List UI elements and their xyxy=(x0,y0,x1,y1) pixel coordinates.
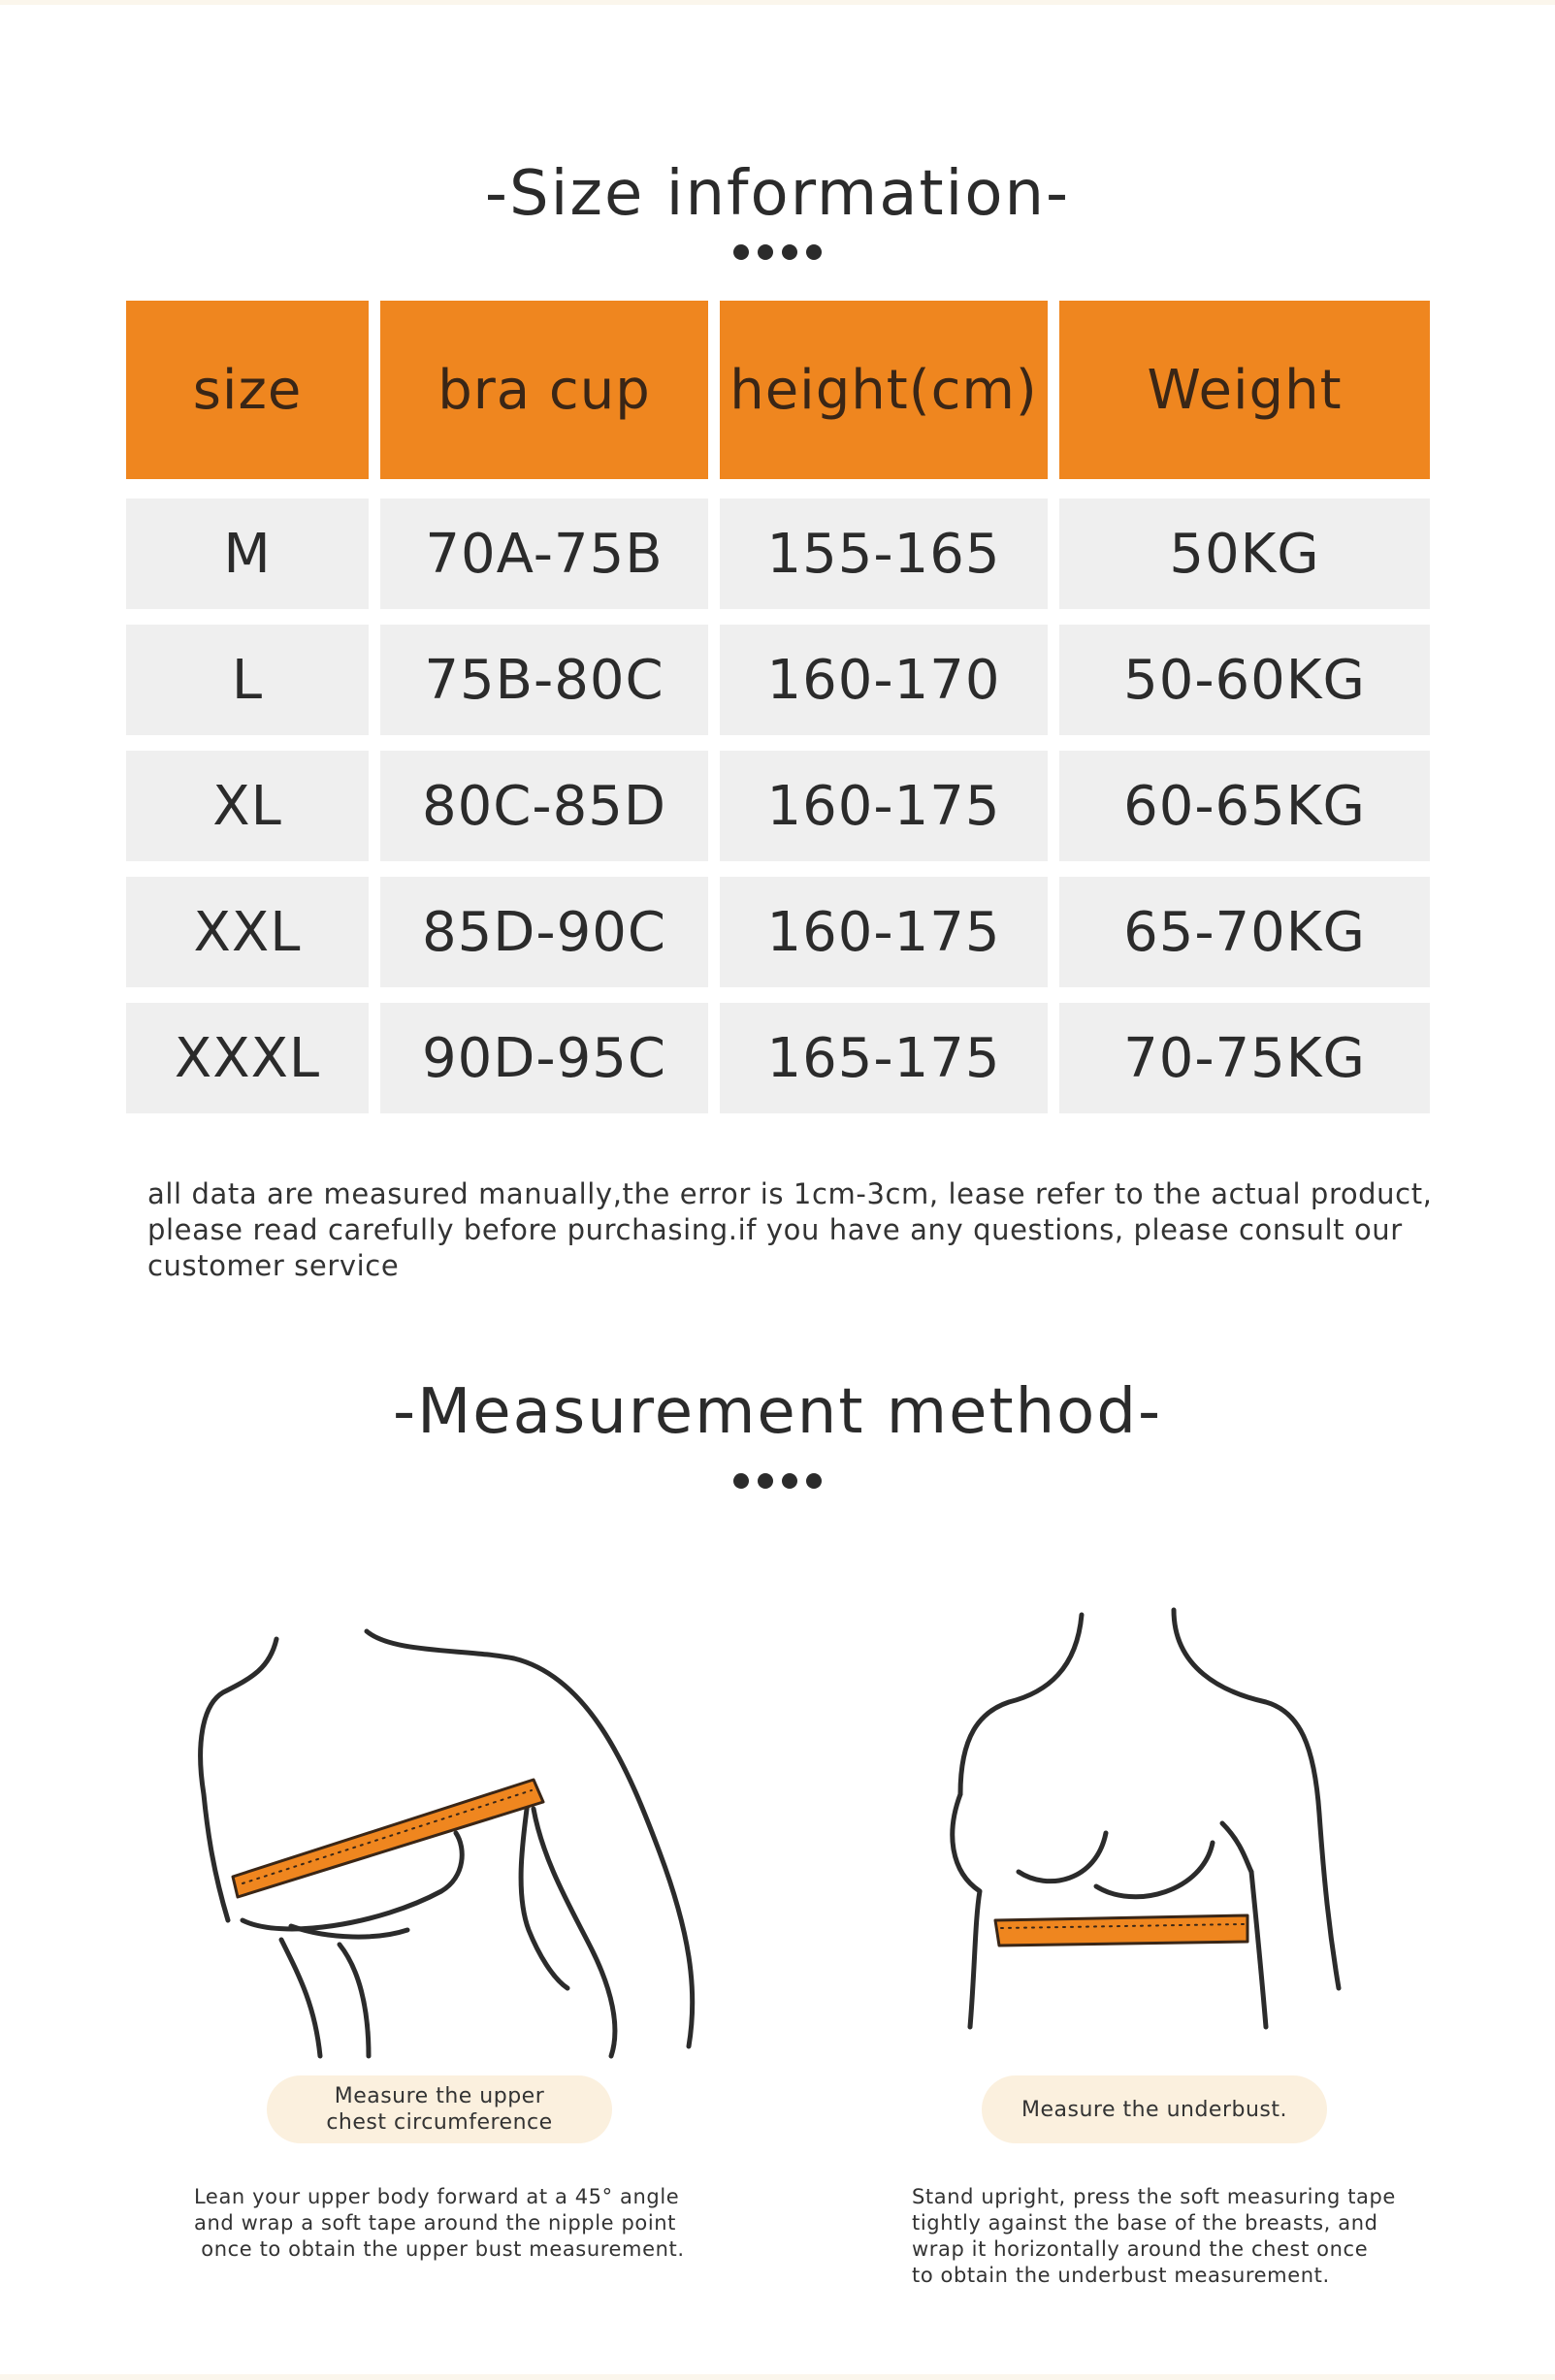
measurement-title: -Measurement method- xyxy=(392,1376,1163,1448)
header-size: size xyxy=(126,301,369,479)
title-dots xyxy=(0,244,1555,260)
under-desc-line1: Stand upright, press the soft measuring tape xyxy=(912,2185,1396,2208)
top-strip xyxy=(0,0,1555,5)
row-xxxl-height: 165-175 xyxy=(720,1003,1048,1113)
bottom-strip xyxy=(0,2374,1555,2380)
underbust-tape xyxy=(995,1915,1247,1946)
row-xxxl-weight: 70-75KG xyxy=(1059,1003,1430,1113)
underbust-label: Measure the underbust. xyxy=(982,2075,1327,2143)
measuring-tape xyxy=(233,1780,543,1897)
measurement-note: all data are measured manually,the error is 1cm-3cm, lease refer to the actual product, please read carefully before purchasing.if you have any questions, please consult our customer service xyxy=(147,1177,1433,1282)
upper-chest-label-line1: Measure the upper xyxy=(334,2084,545,2108)
row-l-size: L xyxy=(126,625,369,735)
under-desc-line3: wrap it horizontally around the chest once xyxy=(912,2237,1369,2261)
row-xl-size: XL xyxy=(126,751,369,861)
underbust-description xyxy=(912,2184,1455,2289)
measurement-title-dots xyxy=(0,1473,1555,1489)
row-xxxl-bra-cup: 90D-95C xyxy=(380,1003,708,1113)
upper-chest-label-line2: chest circumference xyxy=(326,2110,553,2135)
upper-desc-line2: and wrap a soft tape around the nipple point xyxy=(194,2211,677,2235)
row-l-bra-cup: 75B-80C xyxy=(380,625,708,735)
upper-chest-illustration xyxy=(184,1600,728,2066)
row-xxl-bra-cup: 85D-90C xyxy=(380,877,708,987)
upper-chest-description xyxy=(194,2184,718,2263)
row-m-height: 155-165 xyxy=(720,499,1048,609)
row-l-height: 160-170 xyxy=(720,625,1048,735)
upper-desc-line3: once to obtain the upper bust measurement. xyxy=(194,2237,685,2261)
row-m-weight: 50KG xyxy=(1059,499,1430,609)
upper-chest-label xyxy=(267,2075,612,2143)
row-xxl-weight: 65-70KG xyxy=(1059,877,1430,987)
header-weight: Weight xyxy=(1059,301,1430,479)
row-m-size: M xyxy=(126,499,369,609)
row-l-weight: 50-60KG xyxy=(1059,625,1430,735)
under-desc-line4: to obtain the underbust measurement. xyxy=(912,2264,1330,2287)
row-m-bra-cup: 70A-75B xyxy=(380,499,708,609)
row-xl-weight: 60-65KG xyxy=(1059,751,1430,861)
header-height: height(cm) xyxy=(720,301,1048,479)
row-xxl-size: XXL xyxy=(126,877,369,987)
underbust-illustration xyxy=(931,1600,1377,2056)
header-bra-cup: bra cup xyxy=(380,301,708,479)
row-xxl-height: 160-175 xyxy=(720,877,1048,987)
size-info-title: -Size information- xyxy=(484,158,1071,230)
row-xl-height: 160-175 xyxy=(720,751,1048,861)
row-xl-bra-cup: 80C-85D xyxy=(380,751,708,861)
under-desc-line2: tightly against the base of the breasts, and xyxy=(912,2211,1378,2235)
row-xxxl-size: XXXL xyxy=(126,1003,369,1113)
upper-desc-line1: Lean your upper body forward at a 45° angle xyxy=(194,2185,680,2208)
